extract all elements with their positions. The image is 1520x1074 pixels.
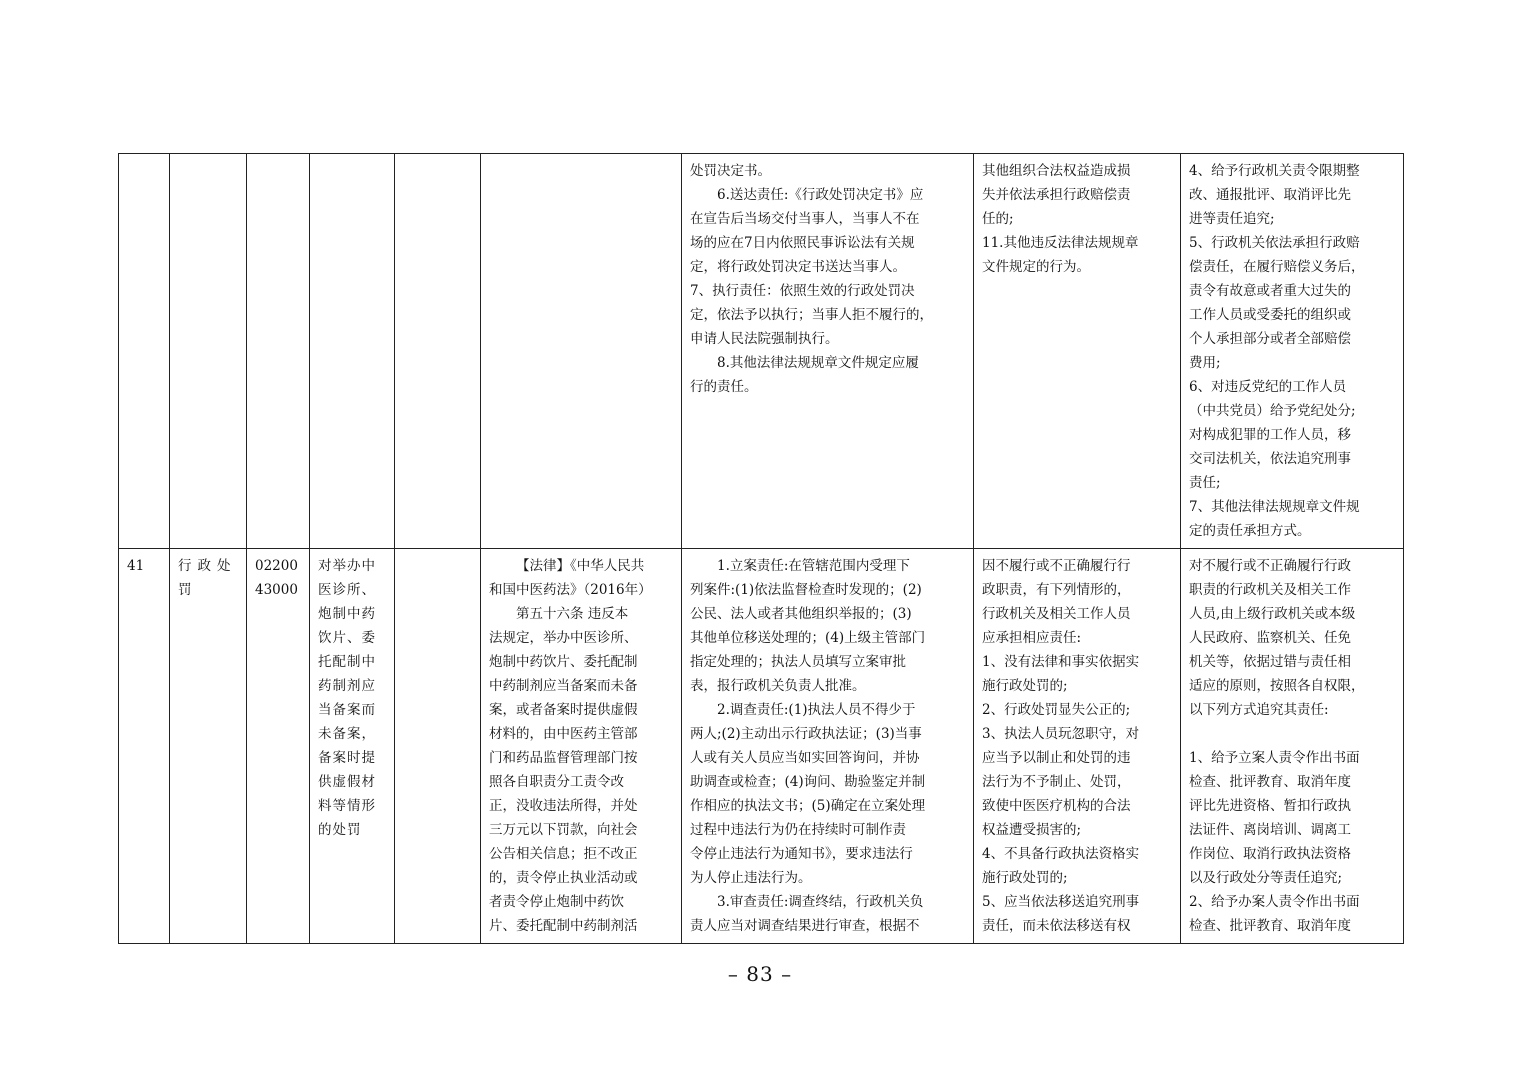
legal-basis-line: 材料的，由中医药主管部: [489, 726, 638, 742]
table-row: [119, 154, 1404, 549]
liability-line: 任的;: [982, 211, 1014, 227]
duty-line: 行的责任。: [690, 379, 758, 395]
table-row: [119, 549, 1404, 944]
empty-text: [403, 554, 472, 578]
duty-line: 过程中违法行为仍在持续时可制作责: [690, 822, 906, 838]
item-number: [127, 159, 161, 183]
responsibility-table: [118, 153, 1404, 944]
liability-line: 责任，而未依法移送有权: [982, 918, 1131, 934]
item-name-line: 对举办中: [318, 558, 376, 574]
liability-line: 应承担相应责任:: [982, 630, 1082, 646]
item-name-line: 托配制中: [318, 654, 376, 670]
legal-basis-line: 片、委托配制中药制剂活: [489, 918, 638, 934]
item-number-cell: [119, 154, 170, 549]
item-name-line: 医诊所、: [318, 582, 376, 598]
duty-line: 责人应当对调查结果进行审查，根据不: [690, 918, 920, 934]
code-cell: [247, 154, 310, 549]
legal-basis-line: 案，或者备案时提供虚假: [489, 702, 638, 718]
legal-basis-line: 正，没收违法所得，并处: [489, 798, 638, 814]
legal-basis-line: 法规定，举办中医诊所、: [489, 630, 638, 646]
duty-line: 1.立案责任:在管辖范围内受理下: [717, 558, 910, 574]
item-name-cell: [310, 549, 395, 944]
item-name-line: 料等情形: [318, 798, 376, 814]
item-name-line: 未备案，: [318, 726, 376, 742]
duty-line: 2.调查责任:(1)执法人员不得少于: [717, 702, 916, 718]
duty-line: 定，将行政处罚决定书送达当事人。: [690, 259, 906, 275]
legal-basis-line: 门和药品监督管理部门按: [489, 750, 638, 766]
accountability-line: 职责的行政机关及相关工作: [1189, 582, 1351, 598]
duty-line: 处罚决定书。: [690, 163, 771, 179]
category-text: [178, 159, 238, 183]
liability-line: 应当予以制止和处罚的违: [982, 750, 1131, 766]
accountability-line: 评比先进资格、暂扣行政执: [1189, 798, 1351, 814]
accountability-cell: [1181, 154, 1404, 549]
duty-line: 3.审查责任:调查终结，行政机关负: [717, 894, 924, 910]
page-number: – 83 –: [727, 962, 793, 986]
code-line: 02200: [255, 558, 298, 574]
duty-line: 作相应的执法文书；(5)确定在立案处理: [690, 798, 926, 814]
legal-basis-line: 中药制剂应当备案而未备: [489, 678, 638, 694]
duties-cell: [682, 154, 974, 549]
legal-basis-cell: [481, 154, 682, 549]
duty-line: 8.其他法律法规规章文件规定应履: [717, 355, 919, 371]
accountability-line: 7、其他法律法规规章文件规: [1189, 499, 1360, 515]
item-number: 41: [127, 558, 145, 574]
accountability-line: 责令有故意或者重大过失的: [1189, 283, 1351, 299]
accountability-line: 2、给予办案人责令作出书面: [1189, 894, 1360, 910]
accountability-cell: [1181, 549, 1404, 944]
liability-line: 法行为不予制止、处罚，: [982, 774, 1131, 790]
duty-line: 申请人民法院强制执行。: [690, 331, 839, 347]
duty-line: 6.送达责任:《行政处罚决定书》应: [717, 187, 924, 203]
item-name-line: 饮片、委: [318, 630, 376, 646]
duty-line: 为人停止违法行为。: [690, 870, 812, 886]
accountability-line: [1189, 722, 1395, 746]
duty-line: 定，依法予以执行；当事人拒不履行的，: [690, 307, 933, 323]
empty-cell: [395, 549, 481, 944]
duty-line: 助调查或检查；(4)询问、勘验鉴定并制: [690, 774, 926, 790]
accountability-line: 5、行政机关依法承担行政赔: [1189, 235, 1360, 251]
duty-line: 公民、法人或者其他组织举报的；(3): [690, 606, 912, 622]
item-name-cell: [310, 154, 395, 549]
legal-basis-line: 照各自职责分工责令改: [489, 774, 624, 790]
item-number-cell: [119, 549, 170, 944]
liability-line: 施行政处罚的;: [982, 678, 1068, 694]
item-name-line: 备案时提: [318, 750, 376, 766]
accountability-line: 人民政府、监察机关、任免: [1189, 630, 1351, 646]
liability-line: 4、不具备行政执法资格实: [982, 846, 1140, 862]
accountability-line: 偿责任，在履行赔偿义务后，: [1189, 259, 1365, 275]
accountability-line: 4、给予行政机关责令限期整: [1189, 163, 1360, 179]
liability-line: 2、行政处罚显失公正的;: [982, 702, 1131, 718]
liability-line: 政职责，有下列情形的，: [982, 582, 1131, 598]
liability-line: 其他组织合法权益造成损: [982, 163, 1131, 179]
code-line: 43000: [255, 582, 298, 598]
category-text: 行政处罚: [178, 558, 237, 598]
accountability-line: 定的责任承担方式。: [1189, 523, 1311, 539]
legal-basis-line: 炮制中药饮片、委托配制: [489, 654, 638, 670]
item-name-line: 的处罚: [318, 822, 362, 838]
legal-basis-line: 第五十六条 违反本: [516, 606, 629, 622]
duty-line: 场的应在7日内依照民事诉讼法有关规: [690, 235, 915, 251]
liability-line: 行政机关及相关工作人员: [982, 606, 1131, 622]
liability-line: 因不履行或不正确履行行: [982, 558, 1131, 574]
duty-line: 在宣告后当场交付当事人，当事人不在: [690, 211, 920, 227]
item-name-line: 炮制中药: [318, 606, 376, 622]
legal-basis-line: 三万元以下罚款，向社会: [489, 822, 638, 838]
liability-line: 文件规定的行为。: [982, 259, 1090, 275]
duties-cell: [682, 549, 974, 944]
item-name-line: 药制剂应: [318, 678, 376, 694]
accountability-line: 人员,由上级行政机关或本级: [1189, 606, 1356, 622]
liability-line: 3、执法人员玩忽职守，对: [982, 726, 1140, 742]
item-name-line: 供虚假材: [318, 774, 376, 790]
duty-line: 指定处理的；执法人员填写立案审批: [690, 654, 906, 670]
accountability-line: 机关等，依据过错与责任相: [1189, 654, 1351, 670]
accountability-line: 责任;: [1189, 475, 1221, 491]
accountability-line: 检查、批评教育、取消年度: [1189, 774, 1351, 790]
legal-basis-cell: [481, 549, 682, 944]
accountability-line: 对构成犯罪的工作人员，移: [1189, 427, 1351, 443]
liability-line: 失并依法承担行政赔偿责: [982, 187, 1131, 203]
accountability-line: 改、通报批评、取消评比先: [1189, 187, 1351, 203]
duty-line: 两人;(2)主动出示行政执法证；(3)当事: [690, 726, 922, 742]
accountability-line: 个人承担部分或者全部赔偿: [1189, 331, 1351, 347]
accountability-line: 1、给予立案人责令作出书面: [1189, 750, 1360, 766]
accountability-line: 作岗位、取消行政执法资格: [1189, 846, 1351, 862]
duty-line: 7、执行责任：依照生效的行政处罚决: [690, 283, 915, 299]
accountability-line: 检查、批评教育、取消年度: [1189, 918, 1351, 934]
legal-basis-line: 和国中医药法》（2016年）: [489, 582, 652, 598]
liability-line: 权益遭受损害的;: [982, 822, 1082, 838]
code-cell: [247, 549, 310, 944]
accountability-line: 工作人员或受委托的组织或: [1189, 307, 1351, 323]
item-name-line: 当备案而: [318, 702, 376, 718]
accountability-line: （中共党员）给予党纪处分;: [1189, 403, 1356, 419]
duty-line: 列案件:(1)依法监督检查时发现的；(2): [690, 582, 922, 598]
legal-basis-line: 公告相关信息；拒不改正: [489, 846, 638, 862]
category-cell: [170, 549, 247, 944]
liability-line: 11.其他违反法律法规规章: [982, 235, 1139, 251]
accountability-line: 交司法机关，依法追究刑事: [1189, 451, 1351, 467]
liability-line: 施行政处罚的;: [982, 870, 1068, 886]
accountability-line: 以下列方式追究其责任:: [1189, 702, 1329, 718]
accountability-line: 6、对违反党纪的工作人员: [1189, 379, 1347, 395]
liability-cell: [974, 549, 1181, 944]
category-cell: [170, 154, 247, 549]
liability-line: 5、应当依法移送追究刑事: [982, 894, 1140, 910]
empty-text: [403, 159, 472, 183]
legal-basis-line: 【法律】《中华人民共: [516, 558, 645, 574]
empty-cell: [395, 154, 481, 549]
liability-line: 1、没有法律和事实依据实: [982, 654, 1140, 670]
duty-line: 表，报行政机关负责人批准。: [690, 678, 866, 694]
legal-basis-line: 的，责令停止执业活动或: [489, 870, 638, 886]
duty-line: 人或有关人员应当如实回答询问，并协: [690, 750, 920, 766]
duty-line: 令停止违法行为通知书》，要求违法行: [690, 846, 913, 862]
accountability-line: 进等责任追究;: [1189, 211, 1275, 227]
accountability-line: 对不履行或不正确履行行政: [1189, 558, 1351, 574]
accountability-line: 法证件、离岗培训、调离工: [1189, 822, 1351, 838]
liability-line: 致使中医医疗机构的合法: [982, 798, 1131, 814]
accountability-line: 费用;: [1189, 355, 1221, 371]
liability-cell: [974, 154, 1181, 549]
duty-line: 其他单位移送处理的；(4)上级主管部门: [690, 630, 926, 646]
accountability-line: 适应的原则，按照各自权限，: [1189, 678, 1365, 694]
accountability-line: 以及行政处分等责任追究;: [1189, 870, 1343, 886]
legal-basis-line: 者责令停止炮制中药饮: [489, 894, 624, 910]
